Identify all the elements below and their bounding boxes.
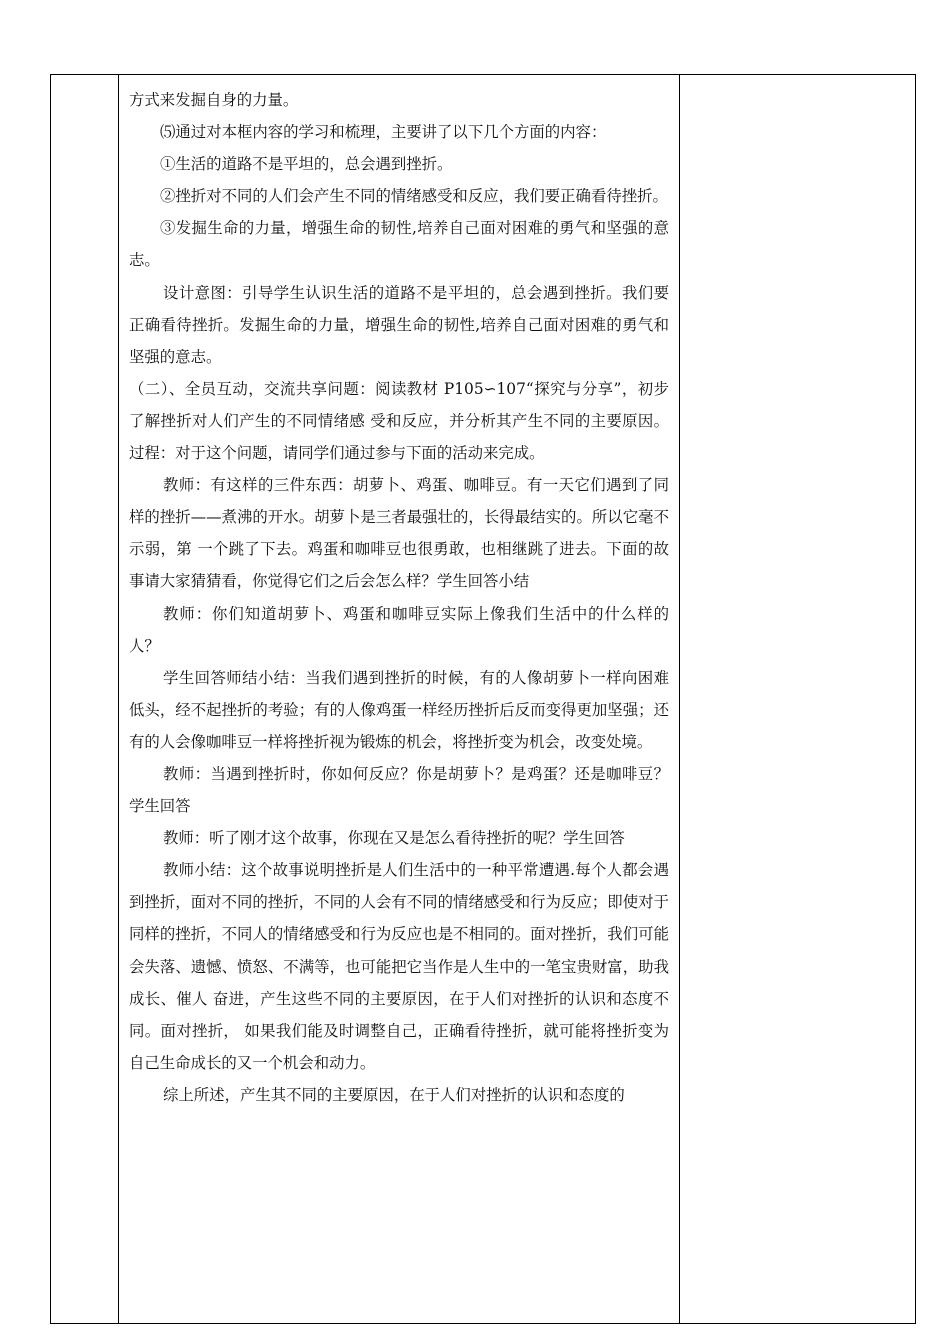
paragraph: 教师：有这样的三件东西：胡萝卜、鸡蛋、咖啡豆。有一天它们遇到了同样的挫折——煮沸的开水。胡萝卜是三者最强壮的，长得最结实的。所以它毫不示弱，第 一个跳了下去。鸡蛋和咖啡豆也很勇敢，也相继跳了进去。下面的故事请大家猜猜看，你觉得它们之后会怎么样？学生回答小结 [129, 476, 669, 591]
paragraph: （二）、全员互动，交流共享问题：阅读教材 P105∽107“探究与分享”，初步了解挫折对人们产生的不同情绪感 受和反应，并分析其产生不同的主要原因。过程：对于这个问题，请同学们通过参与下面的活动来完成。 [129, 379, 669, 463]
paragraph: ③发掘生命的力量，增强生命的韧性,培养自己面对困难的勇气和坚强的意志。 [129, 219, 669, 270]
paragraph: ①生活的道路不是平坦的，总会遇到挫折。 [160, 155, 453, 174]
paragraph: ⑸通过对本框内容的学习和梳理，主要讲了以下几个方面的内容： [160, 123, 607, 142]
paragraph: 综上所述，产生其不同的主要原因，在于人们对挫折的认识和态度的 [163, 1085, 625, 1104]
column-divider-left [118, 75, 119, 1323]
paragraph: 教师小结：这个故事说明挫折是人们生活中的一种平常遭遇.每个人都会遇到挫折，面对不同的挫折，不同的人会有不同的情绪感受和行为反应；即使对于同样的挫折，不同人的情绪感受和行为反应也是不相同的。面对挫折，我们可能会失落、遗憾、愤怒、不满等，也可能把它当作是人生中的一笔宝贵财富，助我成长、催人 奋进，产生这些不同的主要原因，在于人们对挫折的认识和态度不同。面对挫折， 如果我们能及时调整自己，正确看待挫折，就可能将挫折变为自己生命成长的又一个机会和动力。 [129, 861, 669, 1072]
paragraph: 教师：你们知道胡萝卜、鸡蛋和咖啡豆实际上像我们生活中的什么样的人？ [129, 604, 669, 655]
paragraph: 方式来发掘自身的力量。 [129, 91, 299, 109]
paragraph: 教师：听了刚才这个故事，你现在又是怎么看待挫折的呢？学生回答 [163, 829, 625, 848]
paragraph: 设计意图：引导学生认识生活的道路不是平坦的，总会遇到挫折。我们要正确看待挫折。发掘生命的力量，增强生命的韧性,培养自己面对困难的勇气和坚强的意志。 [129, 283, 669, 366]
column-divider-right [679, 75, 680, 1323]
lesson-content-cell [129, 84, 669, 1111]
paragraph: ②挫折对不同的人们会产生不同的情绪感受和反应，我们要正确看待挫折。 [160, 187, 668, 206]
lesson-plan-table [50, 74, 916, 1324]
paragraph: 教师：当遇到挫折时，你如何反应？你是胡萝卜？是鸡蛋？还是咖啡豆？学生回答 [129, 764, 669, 816]
paragraph: 学生回答师结小结：当我们遇到挫折的时候，有的人像胡萝卜一样向困难低头，经不起挫折的考验；有的人像鸡蛋一样经历挫折后反而变得更加坚强；还有的人会像咖啡豆一样将挫折视为锻炼的机会，将挫折变为机会，改变处境。 [129, 668, 669, 751]
